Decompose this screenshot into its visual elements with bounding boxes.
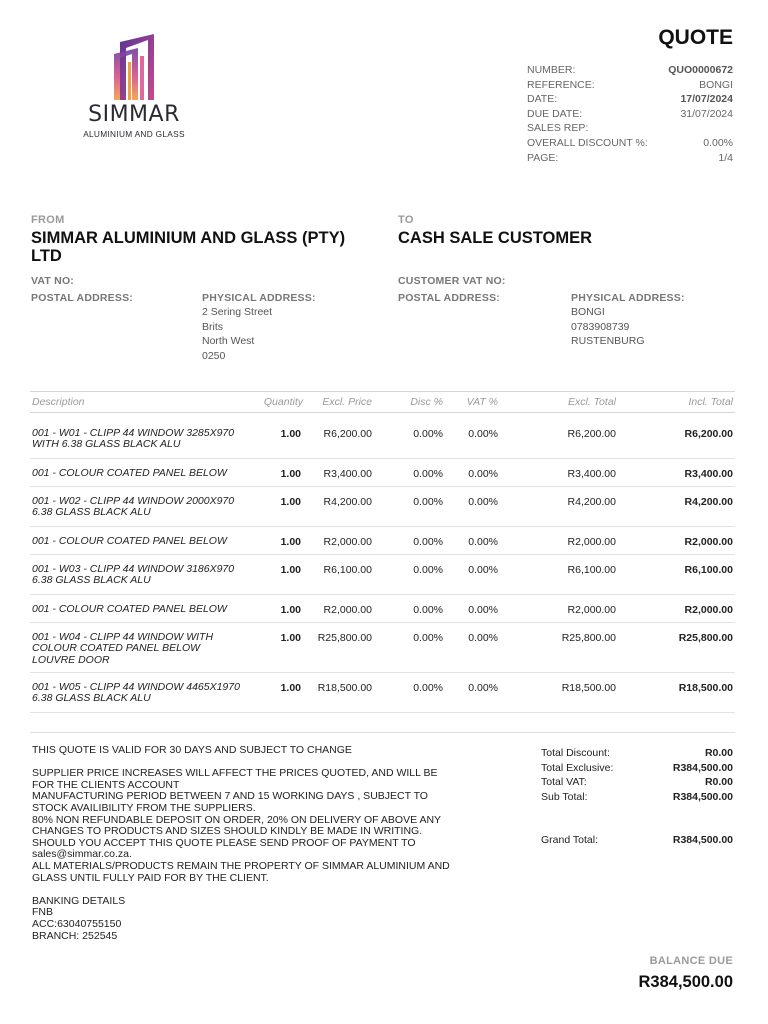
item-excl-total: R4,200.00 — [567, 496, 616, 508]
item-description-line: 001 - COLOUR COATED PANEL BELOW — [32, 467, 227, 479]
item-excl-total: R2,000.00 — [567, 536, 616, 548]
from-postal-label: POSTAL ADDRESS: — [31, 292, 133, 304]
table-row — [30, 487, 735, 527]
terms-line: BANKING DETAILS — [32, 894, 126, 907]
item-vat: 0.00% — [468, 536, 498, 548]
to-tag: TO — [398, 214, 414, 226]
address-line: BONGI — [571, 306, 605, 318]
company-logo — [68, 28, 200, 150]
terms-line: GLASS UNTIL FULLY PAID FOR BY THE CLIENT. — [32, 871, 269, 884]
item-description-line: 001 - W03 - CLIPP 44 WINDOW 3186X970 — [32, 563, 235, 575]
item-discount: 0.00% — [413, 496, 443, 508]
header-vat: VAT % — [466, 396, 498, 408]
terms-line: ALL MATERIALS/PRODUCTS REMAIN THE PROPERTY OF SIMMAR ALUMINIUM AND — [32, 859, 450, 872]
terms-line: FOR THE CLIENTS ACCOUNT — [32, 778, 180, 791]
item-quantity: 1.00 — [280, 564, 301, 576]
table-row — [30, 527, 735, 555]
item-discount: 0.00% — [413, 632, 443, 644]
table-row — [30, 595, 735, 623]
address-line: North West — [202, 335, 255, 348]
from-physical-address — [202, 305, 272, 363]
table-row — [30, 413, 735, 459]
item-description — [32, 604, 257, 615]
item-description-line: 001 - W02 - CLIPP 44 WINDOW 2000X970 — [32, 495, 235, 507]
totals-value: R384,500.00 — [672, 761, 733, 774]
meta-label: REFERENCE: — [527, 78, 595, 91]
from-physical-label: PHYSICAL ADDRESS: — [202, 292, 316, 304]
totals-label: Total Exclusive: — [541, 761, 614, 774]
item-excl-price: R6,100.00 — [323, 564, 372, 576]
address-line: Brits — [202, 320, 223, 333]
to-physical-address — [571, 305, 645, 349]
meta-value: BONGI — [699, 78, 733, 91]
totals-value: R384,500.00 — [672, 790, 733, 803]
terms-line: CHANGES TO PRODUCTS AND SIZES SHOULD KINDLY BE MADE IN WRITING. — [32, 825, 423, 838]
item-excl-total: R18,500.00 — [561, 682, 616, 694]
meta-value: 1/4 — [718, 151, 733, 164]
item-description — [32, 468, 257, 479]
item-description-line: COLOUR COATED PANEL BELOW — [32, 642, 201, 655]
totals-label: Sub Total: — [541, 790, 588, 803]
line-items-table — [30, 391, 735, 713]
item-quantity: 1.00 — [280, 428, 301, 440]
terms-line: ACC:63040755150 — [32, 917, 122, 930]
totals-label: Total VAT: — [541, 776, 587, 789]
meta-value: 31/07/2024 — [680, 107, 733, 120]
meta-label: DUE DATE: — [527, 107, 583, 120]
item-excl-total: R2,000.00 — [567, 604, 616, 616]
item-excl-total: R25,800.00 — [561, 632, 616, 644]
to-vat-label: CUSTOMER VAT NO: — [398, 275, 506, 287]
meta-value: 17/07/2024 — [680, 93, 733, 106]
header-excl-price: Excl. Price — [322, 396, 372, 408]
item-quantity: 1.00 — [280, 496, 301, 508]
meta-row — [527, 121, 733, 136]
table-row — [30, 623, 735, 673]
from-company-name: SIMMAR ALUMINIUM AND GLASS (PTY) LTD — [31, 229, 346, 265]
to-postal-label: POSTAL ADDRESS: — [398, 292, 500, 304]
item-excl-price: R3,400.00 — [323, 468, 372, 480]
terms-line: MANUFACTURING PERIOD BETWEEN 7 AND 15 WORKING DAYS , SUBJECT TO — [32, 790, 428, 803]
item-excl-price: R18,500.00 — [317, 682, 372, 694]
meta-label: SALES REP: — [527, 122, 589, 135]
item-discount: 0.00% — [413, 536, 443, 548]
item-excl-total: R3,400.00 — [567, 468, 616, 480]
terms-line: sales@simmar.co.za. — [32, 848, 132, 861]
item-description-line: 6.38 GLASS BLACK ALU — [32, 692, 151, 705]
totals-label: Total Discount: — [541, 747, 610, 759]
terms-and-conditions — [32, 745, 472, 942]
item-excl-price: R4,200.00 — [323, 496, 372, 508]
totals-row — [541, 761, 733, 776]
item-description-line: WITH 6.38 GLASS BLACK ALU — [32, 438, 181, 451]
item-incl-total: R4,200.00 — [684, 496, 733, 508]
table-header — [30, 391, 735, 413]
totals-row — [541, 790, 733, 805]
from-block — [31, 214, 371, 265]
item-excl-total: R6,100.00 — [567, 564, 616, 576]
to-customer-name: CASH SALE CUSTOMER — [398, 229, 593, 247]
item-description — [32, 564, 257, 587]
document-title: QUOTE — [658, 26, 733, 49]
address-line: RUSTENBURG — [571, 335, 645, 348]
item-description-line: 001 - COLOUR COATED PANEL BELOW — [32, 535, 227, 547]
to-block — [398, 214, 728, 247]
meta-row — [527, 136, 733, 151]
item-excl-price: R2,000.00 — [323, 536, 372, 548]
item-description — [32, 632, 257, 666]
item-discount: 0.00% — [413, 682, 443, 694]
meta-row — [527, 92, 733, 107]
item-vat: 0.00% — [468, 632, 498, 644]
item-quantity: 1.00 — [280, 468, 301, 480]
balance-due-label: BALANCE DUE — [649, 955, 733, 967]
meta-label: NUMBER: — [527, 64, 576, 76]
item-description-line: LOUVRE DOOR — [32, 653, 110, 666]
meta-value: 0.00% — [703, 136, 733, 149]
item-incl-total: R18,500.00 — [678, 682, 733, 694]
item-vat: 0.00% — [468, 428, 498, 440]
item-incl-total: R2,000.00 — [684, 536, 733, 548]
address-line: 2 Sering Street — [202, 306, 273, 318]
item-incl-total: R6,200.00 — [684, 428, 733, 440]
meta-row — [527, 63, 733, 78]
address-line: 0783908739 — [571, 320, 630, 333]
item-description-line: 001 - W04 - CLIPP 44 WINDOW WITH — [32, 631, 214, 643]
item-quantity: 1.00 — [280, 682, 301, 694]
terms-line: SUPPLIER PRICE INCREASES WILL AFFECT THE PRICES QUOTED, AND WILL BE — [32, 767, 438, 780]
item-excl-price: R2,000.00 — [323, 604, 372, 616]
table-body — [30, 413, 735, 713]
logo-name: SIMMAR — [88, 102, 180, 127]
item-excl-price: R6,200.00 — [323, 428, 372, 440]
item-excl-price: R25,800.00 — [317, 632, 372, 644]
balance-due-value: R384,500.00 — [638, 973, 733, 991]
section-divider — [30, 732, 735, 733]
item-discount: 0.00% — [413, 428, 443, 440]
terms-line — [32, 884, 472, 896]
item-quantity: 1.00 — [280, 536, 301, 548]
terms-line: STOCK AVAILIBILITY FROM THE SUPPLIERS. — [32, 801, 256, 814]
table-row — [30, 673, 735, 713]
item-description-line: 001 - COLOUR COATED PANEL BELOW — [32, 603, 227, 615]
item-description — [32, 428, 257, 451]
item-quantity: 1.00 — [280, 632, 301, 644]
totals-row — [541, 775, 733, 790]
item-discount: 0.00% — [413, 564, 443, 576]
item-incl-total: R3,400.00 — [684, 468, 733, 480]
meta-row — [527, 151, 733, 166]
meta-label: DATE: — [527, 93, 558, 106]
grand-total-row — [541, 833, 733, 848]
item-description — [32, 682, 257, 705]
item-quantity: 1.00 — [280, 604, 301, 616]
meta-row — [527, 107, 733, 122]
item-description-line: 001 - W01 - CLIPP 44 WINDOW 3285X970 — [32, 427, 235, 439]
item-vat: 0.00% — [468, 682, 498, 694]
item-vat: 0.00% — [468, 564, 498, 576]
logo-mark-icon — [68, 28, 200, 102]
totals-value: R0.00 — [704, 747, 733, 759]
meta-label: PAGE: — [527, 151, 559, 164]
header-incl-total: Incl. Total — [688, 396, 733, 408]
address-line: 0250 — [202, 349, 226, 362]
terms-line: THIS QUOTE IS VALID FOR 30 DAYS AND SUBJECT TO CHANGE — [32, 744, 352, 756]
table-row — [30, 459, 735, 487]
from-vat-label: VAT NO: — [31, 275, 75, 287]
terms-line: BRANCH: 252545 — [32, 929, 118, 942]
item-description — [32, 496, 257, 519]
to-physical-label: PHYSICAL ADDRESS: — [571, 292, 685, 304]
header-disc: Disc % — [410, 396, 443, 408]
item-description-line: 6.38 GLASS BLACK ALU — [32, 574, 151, 587]
item-excl-total: R6,200.00 — [567, 428, 616, 440]
terms-line: SHOULD YOU ACCEPT THIS QUOTE PLEASE SEND PROOF OF PAYMENT TO — [32, 836, 416, 849]
meta-row — [527, 78, 733, 93]
item-vat: 0.00% — [468, 496, 498, 508]
item-description-line: 001 - W05 - CLIPP 44 WINDOW 4465X1970 — [32, 681, 240, 693]
from-tag: FROM — [31, 214, 65, 226]
item-incl-total: R2,000.00 — [684, 604, 733, 616]
grand-total-label: Grand Total: — [541, 834, 599, 847]
totals-value: R0.00 — [704, 776, 733, 789]
meta-value: QUO0000672 — [668, 64, 733, 76]
item-discount: 0.00% — [413, 604, 443, 616]
header-description: Description — [32, 396, 85, 408]
quote-meta — [527, 63, 733, 165]
item-description — [32, 536, 257, 547]
terms-line: 80% NON REFUNDABLE DEPOSIT ON ORDER, 20% ON DELIVERY OF ABOVE ANY — [32, 813, 442, 826]
meta-label: OVERALL DISCOUNT %: — [527, 136, 648, 149]
item-vat: 0.00% — [468, 604, 498, 616]
terms-line: FNB — [32, 906, 53, 919]
grand-total-value: R384,500.00 — [672, 834, 733, 847]
table-row — [30, 555, 735, 595]
header-excl-total: Excl. Total — [567, 396, 616, 408]
totals-summary — [541, 746, 733, 848]
item-discount: 0.00% — [413, 468, 443, 480]
header-quantity: Quantity — [263, 396, 303, 408]
logo-tagline: ALUMINIUM AND GLASS — [83, 129, 185, 139]
totals-row — [541, 746, 733, 761]
item-incl-total: R6,100.00 — [684, 564, 733, 576]
item-description-line: 6.38 GLASS BLACK ALU — [32, 506, 151, 519]
item-vat: 0.00% — [468, 468, 498, 480]
item-incl-total: R25,800.00 — [678, 632, 733, 644]
